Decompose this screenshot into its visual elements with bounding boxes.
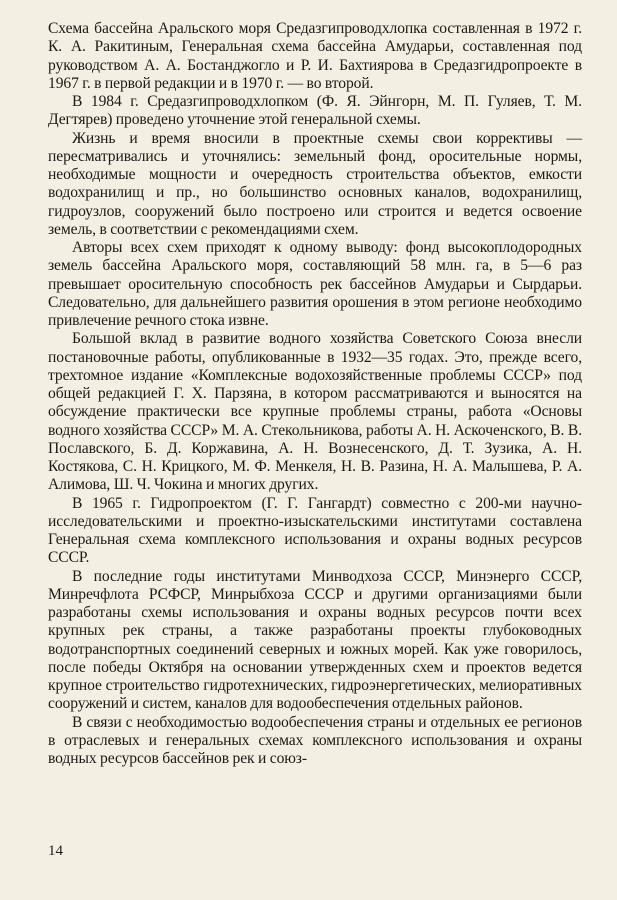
paragraph-8: В связи с необходимостью водообеспечения страны и отдельных ее регионов в отраслевых и генеральных схемах комплексного использования и охраны водных ресурсов бассейнов рек и союз- [48, 713, 582, 767]
page-number: 14 [48, 843, 63, 859]
paragraph-3: Жизнь и время вносили в проектные схемы свои коррективы — пересматривались и уточнялись: земельный фонд, оросительные нормы, необходимые мощности и очередность строительства объектов, емкости водохранилищ и пр., но большинство основных каналов, водохранилищ, гидроузлов, сооружений было построено или строится и ведется освоение земель, в соответствии с рекомендациями схем. [48, 129, 582, 238]
paragraph-1: Схема бассейна Аральского моря Средазгипроводхлопка составленная в 1972 г. К. А. Ракитиным, Генеральная схема бассейна Амударьи, составленная под руководством А. А. Бостанджогло и Р. И. Бахтиярова в Средазгидропроекте в 1967 г. в первой редакции и в 1970 г. — во второй. [48, 20, 582, 92]
paragraph-2: В 1984 г. Средазгипроводхлопком (Ф. Я. Эйнгорн, М. П. Гуляев, Т. М. Дегтярев) проведено уточнение этой генеральной схемы. [48, 93, 582, 129]
paragraph-7: В последние годы институтами Минводхоза СССР, Минэнерго СССР, Минречфлота РСФСР, Минрыбхоза СССР и другими организациями были разработаны схемы использования и охраны водных ресурсов почти всех крупных рек страны, а также разработаны проекты глубоководных водотранспортных соединений северных и южных морей. Как уже говорилось, после победы Октября на основании утвержденных схем и проектов ведется крупное строительство гидротехнических, гидроэнергетических, мелиоративных сооружений и систем, каналов для водообеспечения отдельных районов. [48, 567, 582, 713]
body-text [48, 20, 582, 768]
paragraph-4: Авторы всех схем приходят к одному выводу: фонд высокоплодородных земель бассейна Аральского моря, составляющий 58 млн. га, в 5—6 раз превышает оросительную способность рек бассейнов Амударьи и Сырдарьи. Следовательно, для дальнейшего развития орошения в этом регионе необходимо привлечение речного стока извне. [48, 239, 582, 329]
paragraph-6: В 1965 г. Гидропроектом (Г. Г. Гангардт) совместно с 200-ми научно-исследовательскими и проектно-изыскательскими институтами составлена Генеральная схема комплексного использования и охраны водных ресурсов СССР. [48, 494, 582, 567]
paragraph-5: Большой вклад в развитие водного хозяйства Советского Союза внесли постановочные работы, опубликованные в 1932—35 годах. Это, прежде всего, трехтомное издание «Комплексные водохозяйственные проблемы СССР» под общей редакцией Г. Х. Парзяна, в котором рассматриваются и выносятся на обсуждение практически все крупные проблемы страны, работа «Основы водного хозяйства СССР» М. А. Стекольникова, работы А. Н. Аскоченского, В. В. Пославского, Б. Д. Коржавина, А. Н. Вознесенского, Д. Т. Зузика, А. Н. Костякова, С. Н. Крицкого, М. Ф. Менкеля, Н. В. Разина, Н. А. Малышева, Р. А. Алимова, Ш. Ч. Чокина и многих других. [48, 330, 582, 494]
